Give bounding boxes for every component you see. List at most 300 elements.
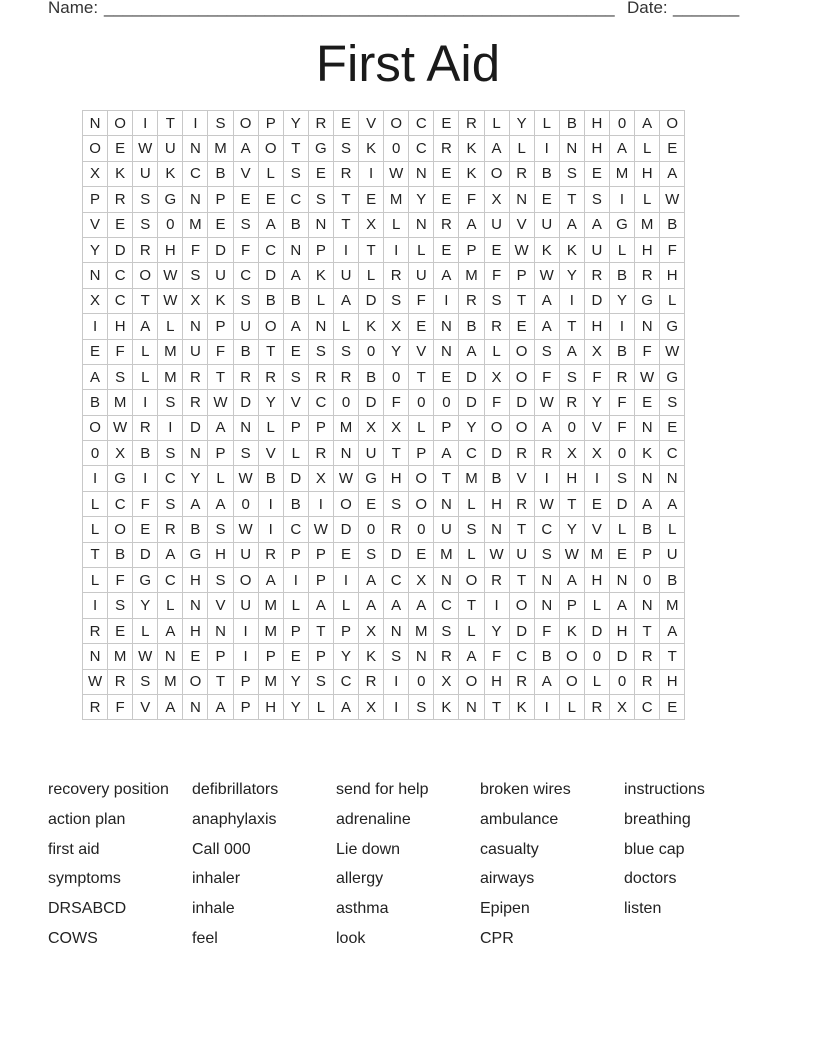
word-item: listen: [624, 900, 662, 918]
grid-cell: T: [158, 111, 183, 136]
grid-cell: A: [635, 111, 660, 136]
grid-cell: H: [660, 263, 685, 288]
grid-cell: Y: [409, 187, 434, 212]
grid-cell: B: [609, 339, 634, 364]
grid-cell: S: [108, 364, 133, 389]
grid-cell: C: [283, 517, 308, 542]
grid-cell: N: [283, 237, 308, 262]
grid-cell: I: [158, 415, 183, 440]
grid-cell: T: [509, 288, 534, 313]
grid-cell: K: [434, 694, 459, 719]
grid-cell: L: [584, 593, 609, 618]
grid-cell: X: [384, 314, 409, 339]
grid-cell: L: [308, 288, 333, 313]
word-item: feel: [192, 929, 218, 947]
grid-cell: F: [183, 237, 208, 262]
grid-cell: E: [434, 111, 459, 136]
grid-cell: H: [158, 237, 183, 262]
word-item: inhale: [192, 900, 235, 918]
word-search-grid: [82, 110, 685, 720]
grid-cell: A: [158, 542, 183, 567]
grid-cell: K: [208, 288, 233, 313]
grid-cell: E: [83, 339, 108, 364]
grid-cell: W: [660, 339, 685, 364]
grid-cell: S: [584, 187, 609, 212]
grid-cell: M: [183, 212, 208, 237]
grid-cell: N: [183, 694, 208, 719]
grid-cell: H: [635, 237, 660, 262]
grid-cell: A: [559, 212, 584, 237]
grid-cell: W: [534, 390, 559, 415]
grid-cell: G: [108, 466, 133, 491]
grid-cell: R: [308, 441, 333, 466]
grid-cell: L: [409, 415, 434, 440]
grid-cell: S: [333, 136, 358, 161]
grid-cell: K: [534, 237, 559, 262]
grid-cell: E: [609, 542, 634, 567]
grid-cell: G: [158, 187, 183, 212]
grid-cell: B: [83, 390, 108, 415]
grid-cell: X: [359, 694, 384, 719]
grid-cell: A: [308, 593, 333, 618]
grid-cell: I: [384, 694, 409, 719]
grid-cell: R: [308, 364, 333, 389]
grid-cell: O: [133, 263, 158, 288]
grid-cell: N: [434, 339, 459, 364]
grid-cell: B: [484, 466, 509, 491]
word-item: blue cap: [624, 840, 685, 858]
grid-cell: A: [534, 415, 559, 440]
grid-cell: E: [283, 644, 308, 669]
grid-cell: R: [635, 263, 660, 288]
grid-cell: O: [509, 593, 534, 618]
grid-cell: B: [459, 314, 484, 339]
grid-cell: R: [333, 364, 358, 389]
grid-cell: O: [83, 136, 108, 161]
grid-cell: A: [534, 669, 559, 694]
grid-cell: 0: [158, 212, 183, 237]
grid-cell: R: [635, 669, 660, 694]
grid-cell: O: [83, 415, 108, 440]
grid-cell: B: [660, 212, 685, 237]
grid-cell: A: [534, 314, 559, 339]
grid-cell: R: [83, 694, 108, 719]
grid-cell: L: [509, 136, 534, 161]
grid-cell: L: [333, 593, 358, 618]
grid-row: [83, 593, 685, 618]
grid-cell: X: [609, 694, 634, 719]
grid-cell: U: [660, 542, 685, 567]
grid-cell: B: [559, 111, 584, 136]
grid-cell: W: [534, 263, 559, 288]
grid-cell: I: [308, 491, 333, 516]
grid-cell: O: [108, 111, 133, 136]
grid-cell: I: [359, 161, 384, 186]
grid-cell: I: [384, 669, 409, 694]
grid-cell: D: [133, 542, 158, 567]
grid-cell: D: [509, 618, 534, 643]
grid-cell: Y: [559, 517, 584, 542]
grid-cell: 0: [609, 441, 634, 466]
grid-cell: E: [258, 187, 283, 212]
grid-cell: I: [534, 466, 559, 491]
page-title: First Aid: [315, 35, 501, 92]
grid-cell: O: [108, 517, 133, 542]
grid-cell: N: [459, 694, 484, 719]
grid-cell: M: [258, 593, 283, 618]
grid-cell: F: [534, 618, 559, 643]
grid-cell: L: [384, 212, 409, 237]
grid-cell: T: [434, 466, 459, 491]
grid-cell: O: [258, 136, 283, 161]
grid-cell: M: [158, 669, 183, 694]
grid-cell: X: [484, 364, 509, 389]
grid-cell: G: [183, 542, 208, 567]
grid-cell: I: [384, 237, 409, 262]
grid-cell: P: [208, 441, 233, 466]
grid-cell: N: [233, 415, 258, 440]
grid-cell: E: [409, 314, 434, 339]
grid-cell: P: [308, 568, 333, 593]
grid-row: [83, 339, 685, 364]
grid-cell: E: [409, 542, 434, 567]
grid-cell: T: [208, 364, 233, 389]
word-item: send for help: [336, 781, 429, 798]
grid-cell: N: [609, 568, 634, 593]
grid-cell: L: [83, 568, 108, 593]
grid-cell: C: [258, 237, 283, 262]
grid-cell: R: [83, 618, 108, 643]
grid-cell: S: [158, 491, 183, 516]
grid-cell: H: [258, 694, 283, 719]
grid-cell: D: [484, 441, 509, 466]
grid-cell: N: [534, 593, 559, 618]
grid-cell: H: [484, 669, 509, 694]
grid-cell: N: [183, 136, 208, 161]
date-label: Date:: [627, 0, 668, 17]
grid-cell: V: [584, 517, 609, 542]
grid-cell: 0: [384, 364, 409, 389]
grid-cell: L: [308, 694, 333, 719]
grid-row: [83, 288, 685, 313]
grid-cell: A: [158, 694, 183, 719]
grid-cell: I: [83, 314, 108, 339]
grid-cell: E: [635, 390, 660, 415]
grid-cell: L: [459, 542, 484, 567]
grid-cell: S: [108, 593, 133, 618]
grid-cell: L: [660, 517, 685, 542]
grid-cell: E: [333, 111, 358, 136]
grid-cell: U: [183, 339, 208, 364]
grid-row: [83, 568, 685, 593]
grid-cell: N: [384, 618, 409, 643]
grid-cell: L: [459, 491, 484, 516]
grid-cell: E: [208, 212, 233, 237]
grid-cell: K: [308, 263, 333, 288]
grid-cell: B: [609, 263, 634, 288]
grid-cell: Y: [183, 466, 208, 491]
grid-cell: V: [233, 161, 258, 186]
grid-cell: 0: [233, 491, 258, 516]
grid-cell: A: [434, 263, 459, 288]
grid-cell: G: [635, 288, 660, 313]
grid-cell: 0: [584, 644, 609, 669]
grid-cell: 0: [359, 339, 384, 364]
grid-cell: S: [333, 339, 358, 364]
grid-cell: U: [333, 263, 358, 288]
grid-cell: S: [208, 111, 233, 136]
grid-cell: I: [333, 568, 358, 593]
grid-cell: C: [409, 111, 434, 136]
word-item: asthma: [336, 900, 389, 918]
grid-cell: I: [233, 618, 258, 643]
grid-cell: R: [108, 187, 133, 212]
grid-cell: N: [409, 644, 434, 669]
grid-cell: W: [158, 263, 183, 288]
grid-cell: B: [283, 212, 308, 237]
grid-cell: F: [484, 263, 509, 288]
grid-cell: L: [660, 288, 685, 313]
grid-cell: E: [509, 314, 534, 339]
grid-cell: S: [133, 669, 158, 694]
grid-cell: M: [609, 161, 634, 186]
grid-cell: S: [308, 187, 333, 212]
grid-cell: I: [258, 491, 283, 516]
grid-cell: T: [559, 314, 584, 339]
grid-cell: C: [183, 161, 208, 186]
grid-cell: R: [384, 263, 409, 288]
grid-cell: L: [158, 314, 183, 339]
grid-cell: U: [484, 212, 509, 237]
name-field-line: ______________________________________________________: [104, 0, 615, 17]
grid-cell: F: [108, 339, 133, 364]
grid-cell: F: [609, 415, 634, 440]
grid-cell: D: [609, 491, 634, 516]
grid-cell: U: [359, 441, 384, 466]
grid-cell: D: [283, 466, 308, 491]
grid-cell: M: [108, 644, 133, 669]
grid-cell: M: [459, 263, 484, 288]
grid-cell: A: [660, 161, 685, 186]
grid-row: [83, 415, 685, 440]
grid-cell: Y: [83, 237, 108, 262]
grid-cell: L: [133, 364, 158, 389]
grid-cell: S: [233, 212, 258, 237]
grid-cell: R: [584, 263, 609, 288]
grid-cell: V: [584, 415, 609, 440]
grid-cell: H: [484, 491, 509, 516]
grid-cell: E: [584, 491, 609, 516]
grid-cell: H: [384, 466, 409, 491]
grid-cell: S: [158, 390, 183, 415]
grid-cell: X: [584, 441, 609, 466]
grid-cell: K: [509, 694, 534, 719]
grid-cell: O: [459, 568, 484, 593]
grid-cell: I: [609, 187, 634, 212]
grid-cell: L: [359, 263, 384, 288]
grid-cell: A: [183, 491, 208, 516]
grid-cell: A: [208, 694, 233, 719]
grid-cell: R: [258, 542, 283, 567]
grid-cell: N: [83, 644, 108, 669]
grid-cell: B: [258, 288, 283, 313]
grid-cell: O: [559, 669, 584, 694]
grid-cell: S: [384, 644, 409, 669]
grid-row: [83, 618, 685, 643]
grid-cell: L: [635, 136, 660, 161]
grid-cell: U: [158, 136, 183, 161]
grid-cell: N: [434, 568, 459, 593]
grid-cell: X: [584, 339, 609, 364]
grid-cell: B: [660, 568, 685, 593]
grid-cell: C: [635, 694, 660, 719]
grid-cell: C: [108, 288, 133, 313]
grid-cell: N: [559, 136, 584, 161]
grid-cell: P: [208, 314, 233, 339]
grid-cell: R: [584, 694, 609, 719]
grid-cell: 0: [609, 111, 634, 136]
grid-cell: A: [258, 568, 283, 593]
grid-cell: O: [384, 111, 409, 136]
grid-row: [83, 136, 685, 161]
grid-cell: I: [534, 136, 559, 161]
grid-cell: L: [133, 339, 158, 364]
grid-cell: H: [559, 466, 584, 491]
grid-cell: O: [509, 415, 534, 440]
grid-cell: S: [660, 390, 685, 415]
grid-cell: F: [233, 237, 258, 262]
grid-cell: A: [409, 593, 434, 618]
grid-cell: E: [434, 161, 459, 186]
grid-cell: V: [258, 441, 283, 466]
grid-cell: E: [233, 187, 258, 212]
grid-cell: C: [158, 466, 183, 491]
word-item: first aid: [48, 840, 100, 858]
grid-cell: M: [158, 364, 183, 389]
grid-cell: A: [559, 568, 584, 593]
grid-cell: H: [584, 568, 609, 593]
grid-cell: L: [609, 517, 634, 542]
grid-cell: S: [308, 339, 333, 364]
grid-cell: Y: [584, 390, 609, 415]
grid-cell: N: [208, 618, 233, 643]
grid-cell: P: [635, 542, 660, 567]
grid-cell: 0: [83, 441, 108, 466]
grid-cell: N: [183, 593, 208, 618]
grid-cell: B: [133, 441, 158, 466]
word-item: broken wires: [480, 781, 571, 798]
grid-cell: R: [434, 136, 459, 161]
grid-cell: R: [158, 517, 183, 542]
grid-cell: M: [584, 542, 609, 567]
grid-cell: I: [133, 390, 158, 415]
word-item: COWS: [48, 929, 98, 947]
grid-cell: P: [308, 542, 333, 567]
grid-cell: C: [434, 593, 459, 618]
grid-row: [83, 644, 685, 669]
grid-cell: L: [83, 491, 108, 516]
grid-cell: E: [534, 187, 559, 212]
grid-cell: N: [509, 187, 534, 212]
grid-cell: V: [409, 339, 434, 364]
grid-cell: S: [133, 212, 158, 237]
grid-cell: W: [233, 517, 258, 542]
grid-cell: K: [459, 161, 484, 186]
grid-cell: D: [233, 390, 258, 415]
grid-row: [83, 212, 685, 237]
grid-cell: S: [534, 542, 559, 567]
grid-cell: H: [609, 618, 634, 643]
grid-cell: K: [459, 136, 484, 161]
grid-cell: Y: [283, 669, 308, 694]
grid-cell: T: [333, 212, 358, 237]
word-item: look: [336, 929, 366, 947]
grid-cell: F: [108, 568, 133, 593]
word-list: [48, 778, 768, 957]
grid-cell: E: [108, 212, 133, 237]
grid-cell: K: [359, 136, 384, 161]
word-item: instructions: [624, 781, 705, 798]
grid-cell: S: [459, 517, 484, 542]
grid-cell: R: [484, 314, 509, 339]
grid-cell: M: [660, 593, 685, 618]
grid-cell: G: [609, 212, 634, 237]
grid-cell: S: [208, 568, 233, 593]
grid-cell: A: [359, 568, 384, 593]
grid-cell: H: [584, 111, 609, 136]
grid-cell: X: [308, 466, 333, 491]
grid-cell: E: [359, 187, 384, 212]
grid-cell: P: [283, 542, 308, 567]
grid-cell: L: [158, 593, 183, 618]
grid-cell: G: [308, 136, 333, 161]
grid-cell: A: [233, 136, 258, 161]
grid-cell: P: [308, 644, 333, 669]
grid-cell: O: [484, 161, 509, 186]
grid-cell: E: [434, 237, 459, 262]
grid-cell: D: [459, 364, 484, 389]
grid-cell: T: [559, 491, 584, 516]
grid-row: [83, 263, 685, 288]
grid-cell: C: [108, 491, 133, 516]
grid-cell: P: [459, 237, 484, 262]
grid-cell: F: [459, 187, 484, 212]
grid-row: [83, 111, 685, 136]
grid-cell: D: [384, 542, 409, 567]
grid-cell: C: [384, 568, 409, 593]
grid-cell: V: [509, 212, 534, 237]
grid-cell: R: [233, 364, 258, 389]
grid-cell: O: [233, 111, 258, 136]
grid-cell: D: [359, 390, 384, 415]
grid-cell: A: [133, 314, 158, 339]
grid-cell: P: [509, 263, 534, 288]
grid-cell: A: [459, 339, 484, 364]
word-item: Epipen: [480, 900, 530, 918]
grid-cell: S: [359, 542, 384, 567]
grid-cell: R: [509, 441, 534, 466]
grid-row: [83, 237, 685, 262]
grid-cell: 0: [359, 517, 384, 542]
grid-cell: I: [83, 593, 108, 618]
grid-cell: I: [133, 111, 158, 136]
grid-cell: A: [584, 212, 609, 237]
grid-cell: C: [308, 390, 333, 415]
grid-cell: R: [434, 212, 459, 237]
grid-cell: R: [509, 161, 534, 186]
grid-cell: K: [635, 441, 660, 466]
grid-cell: O: [409, 466, 434, 491]
